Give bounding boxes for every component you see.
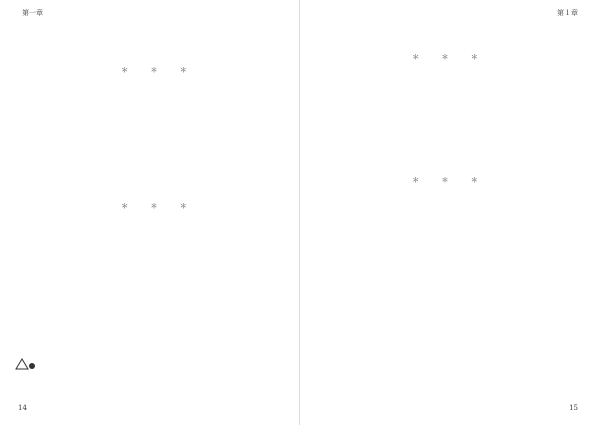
right-section-2 xyxy=(330,68,570,172)
left-separator-1: ＊ ＊ ＊ xyxy=(121,66,197,75)
left-paragraph-4 xyxy=(44,95,274,106)
right-paragraph-1 xyxy=(330,38,570,49)
right-page xyxy=(300,0,600,425)
left-running-head: 第一章 xyxy=(22,9,43,17)
right-body-text xyxy=(330,38,570,191)
right-separator-1: ＊ ＊ ＊ xyxy=(412,53,488,62)
left-separator-2: ＊ ＊ ＊ xyxy=(121,202,197,211)
right-paragraph-5 xyxy=(330,108,570,119)
right-page-number: 15 xyxy=(569,404,578,412)
glossary-logo-icon xyxy=(14,356,38,370)
left-paragraph-3 xyxy=(44,82,274,93)
left-page-number: 14 xyxy=(18,404,27,412)
left-paragraph-7 xyxy=(44,134,274,145)
right-paragraph-2 xyxy=(330,68,570,79)
right-paragraph-7 xyxy=(330,134,570,145)
right-separator-2: ＊ ＊ ＊ xyxy=(412,175,488,184)
left-paragraph-2 xyxy=(44,51,274,62)
left-paragraph-9 xyxy=(44,161,274,172)
left-paragraph-1 xyxy=(44,38,274,49)
right-paragraph-8 xyxy=(330,148,570,159)
left-paragraph-6 xyxy=(44,121,274,132)
left-paragraph-8 xyxy=(44,148,274,159)
right-paragraph-6 xyxy=(330,121,570,132)
left-body-text xyxy=(44,38,274,217)
right-running-head: 第１章 xyxy=(557,9,578,17)
right-paragraph-4 xyxy=(330,95,570,106)
left-section-1 xyxy=(44,38,274,62)
left-paragraph-11 xyxy=(44,187,274,198)
left-paragraph-10 xyxy=(44,174,274,185)
left-section-2 xyxy=(44,82,274,199)
right-section-1 xyxy=(330,38,570,49)
right-paragraph-9 xyxy=(330,161,570,172)
right-paragraph-3 xyxy=(330,82,570,93)
left-paragraph-5 xyxy=(44,108,274,119)
